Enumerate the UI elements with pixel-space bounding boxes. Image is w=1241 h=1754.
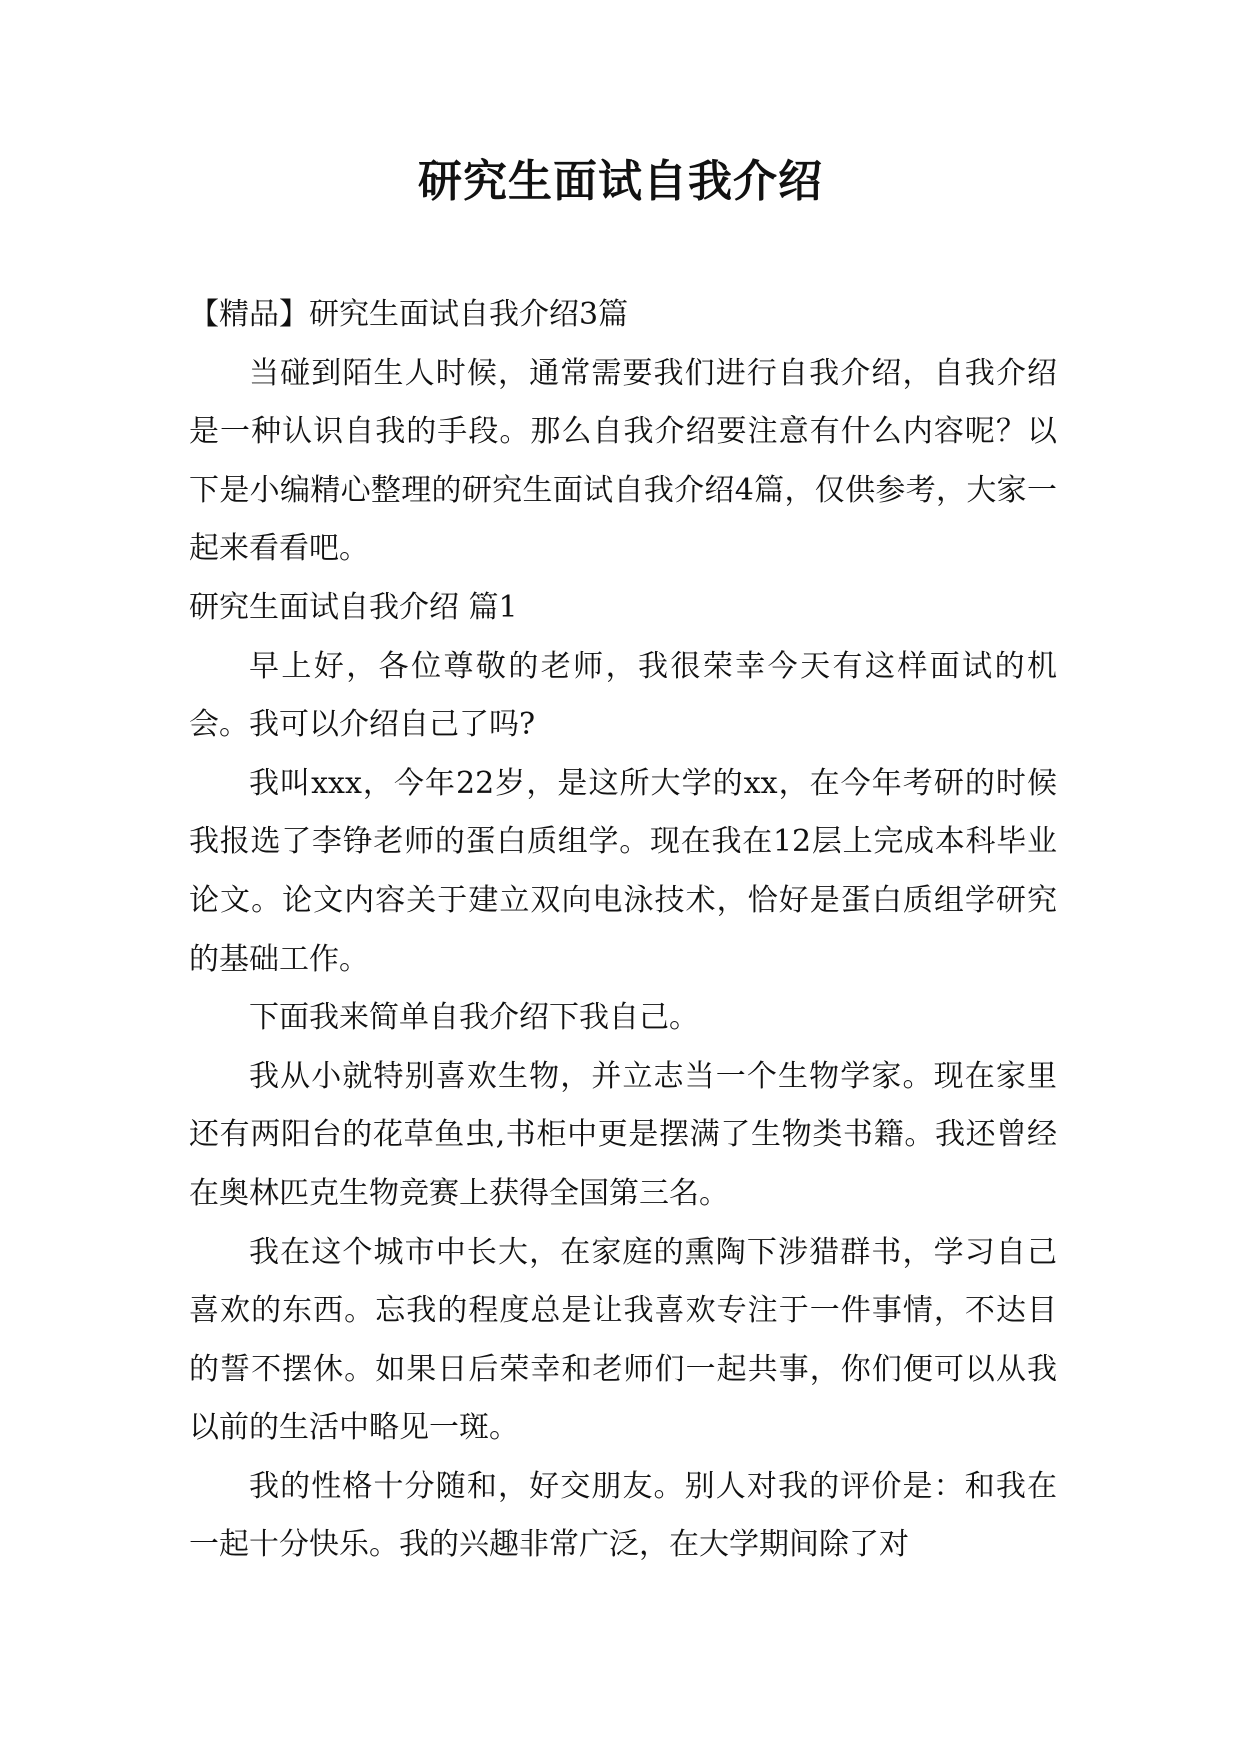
body-paragraph: 早上好，各位尊敬的老师，我很荣幸今天有这样面试的机会。我可以介绍自己了吗? xyxy=(189,648,1057,743)
body-paragraph: 我叫xxx，今年22岁，是这所大学的xx，在今年考研的时候我报选了李铮老师的蛋白质组学。现在我在12层上完成本科毕业论文。论文内容关于建立双向电泳技术，恰好是蛋白质组学研究的基础工作。 xyxy=(189,765,1057,977)
document-body xyxy=(189,286,1057,1575)
body-paragraph: 我的性格十分随和，好交朋友。别人对我的评价是：和我在一起十分快乐。我的兴趣非常广泛，在大学期间除了对 xyxy=(189,1468,1057,1563)
body-paragraph: 下面我来简单自我介绍下我自己。 xyxy=(249,1000,699,1036)
intro-paragraph: 当碰到陌生人时候，通常需要我们进行自我介绍，自我介绍是一种认识自我的手段。那么自我介绍要注意有什么内容呢？以下是小编精心整理的研究生面试自我介绍4篇，仅供参考，大家一起来看看吧。 xyxy=(189,355,1057,567)
body-paragraph: 我从小就特别喜欢生物，并立志当一个生物学家。现在家里还有两阳台的花草鱼虫,书柜中更是摆满了生物类书籍。我还曾经在奥林匹克生物竞赛上获得全国第三名。 xyxy=(189,1058,1057,1211)
section-heading: 研究生面试自我介绍 篇1 xyxy=(189,589,518,625)
document-subtitle: 【精品】研究生面试自我介绍3篇 xyxy=(189,297,629,332)
body-paragraph: 我在这个城市中长大，在家庭的熏陶下涉猎群书，学习自己喜欢的东西。忘我的程度总是让我喜欢专注于一件事情，不达目的誓不摆休。如果日后荣幸和老师们一起共事，你们便可以从我以前的生活中略见一斑。 xyxy=(189,1234,1057,1446)
document-title: 研究生面试自我介绍 xyxy=(418,156,823,207)
